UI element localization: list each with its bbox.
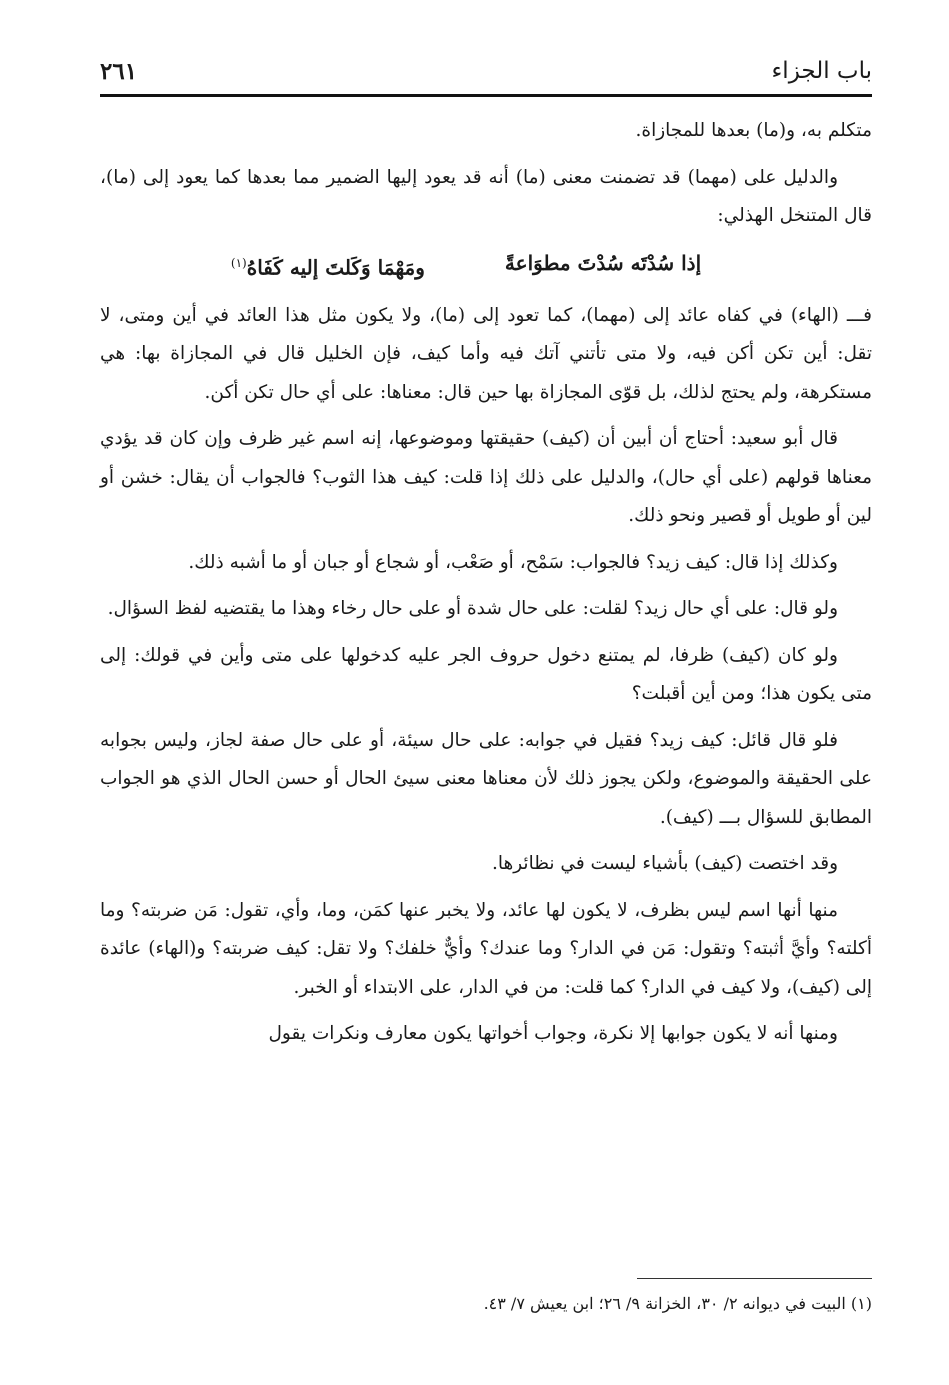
paragraph: متكلم به، و(ما) بعدها للمجازاة. [635,120,872,141]
paragraph: ولو قال: على أي حال زيد؟ لقلت: على حال شدة أو على حال رخاء وهذا ما يقتضيه لفظ السؤال. [107,598,838,620]
paragraph: قال أبو سعيد: أحتاج أن أبين أن (كيف) حقيقتها وموضوعها، إنه اسم غير ظرف وإن كان قد يؤدي معناها قولهم (على أي حال)، والدليل على ذلك إذا قلت: كيف هذا الثوب؟ فالجواب أن يقال: خشن أو لين أو طويل أو قصير ونحو ذلك. [100,428,872,527]
paragraph: ومنها أنه لا يكون جوابها إلا نكرة، وجواب أخواتها يكون معارف ونكرات يقول [268,1023,838,1045]
footnote: (١) البيت في ديوانه ٢/ ٣٠، الخزانة ٩/ ٢٦؛ ابن يعيش ٧/ ٤٣. [483,1294,872,1313]
verse-second-hemistich: ومَهْمَا وَكَلتَ إليه كَفَاهُ [246,255,425,280]
main-text [100,112,872,1062]
header-divider [100,94,872,97]
page-header [100,52,872,92]
paragraph: فـــ (الهاء) في كفاه عائد إلى (مهما)، كما تعود إلى (ما)، ولا يكون مثل هذا العائد في أين ومتى، لا تقل: أين تكن أكن فيه، ولا متى تأتني آتك فيه وأما كيف، فإن الخليل قال في المجازاة بها: هي مستكرهة، ولم يحتج لذلك، بل قوّى المجازاة بها حين قال: معناها: على أي حال تكن أكن. [100,304,872,403]
paragraph: فلو قال قائل: كيف زيد؟ فقيل في جوابه: على حال سيئة، أو على حال صفة لجاز، وليس بجوابه على الحقيقة والموضوع، ولكن يجوز ذلك لأن معناها معنى سيئ الحال أو حسن الحال الذي هو الجواب المطابق للسؤال بـــ (كيف). [100,729,872,828]
paragraph: والدليل على (مهما) قد تضمنت معنى (ما) أنه قد يعود إليها الضمير مما بعدها كما يعود إلى (ما)، قال المتنخل الهذلي: [100,166,872,226]
footnote-marker: (١) [230,255,247,270]
paragraph: ولو كان (كيف) ظرفا، لم يمتنع دخول حروف الجر عليه كدخولها على متى وأين في قولك: إلى متى يكون هذا؛ ومن أين أقبلت؟ [100,644,872,705]
poetry-verse [100,244,872,287]
verse-first-hemistich: إذا سُدْتَه سُدْتَ مطوَاعةً [504,250,702,275]
page-number: ٢٦١ [100,58,138,85]
paragraph: وكذلك إذا قال: كيف زيد؟ فالجواب: سَمْح، أو صَعْب، أو شجاع أو جبان أو ما أشبه ذلك. [188,551,838,573]
chapter-title: باب الجزاء [771,58,872,84]
paragraph: وقد اختصت (كيف) بأشياء ليست في نظائرها. [491,853,838,875]
footnote-divider [637,1278,872,1279]
paragraph: منها أنها اسم ليس بظرف، لا يكون لها عائد، ولا يخبر عنها كمَن، وما، وأي، تقول: مَن ضربته؟ وما أكلته؟ وأيَّ أثبته؟ وتقول: مَن في الدار؟ وما عندك؟ وأيٌّ خلفك؟ ولا تقل: كيف ضربته؟ و(الهاء) عائدة إلى (كيف)، ولا كيف في الدار؟ كما قلت: من في الدار، على الابتداء أو الخبر. [100,899,872,998]
verse-second-hemistich-wrap [231,244,425,287]
